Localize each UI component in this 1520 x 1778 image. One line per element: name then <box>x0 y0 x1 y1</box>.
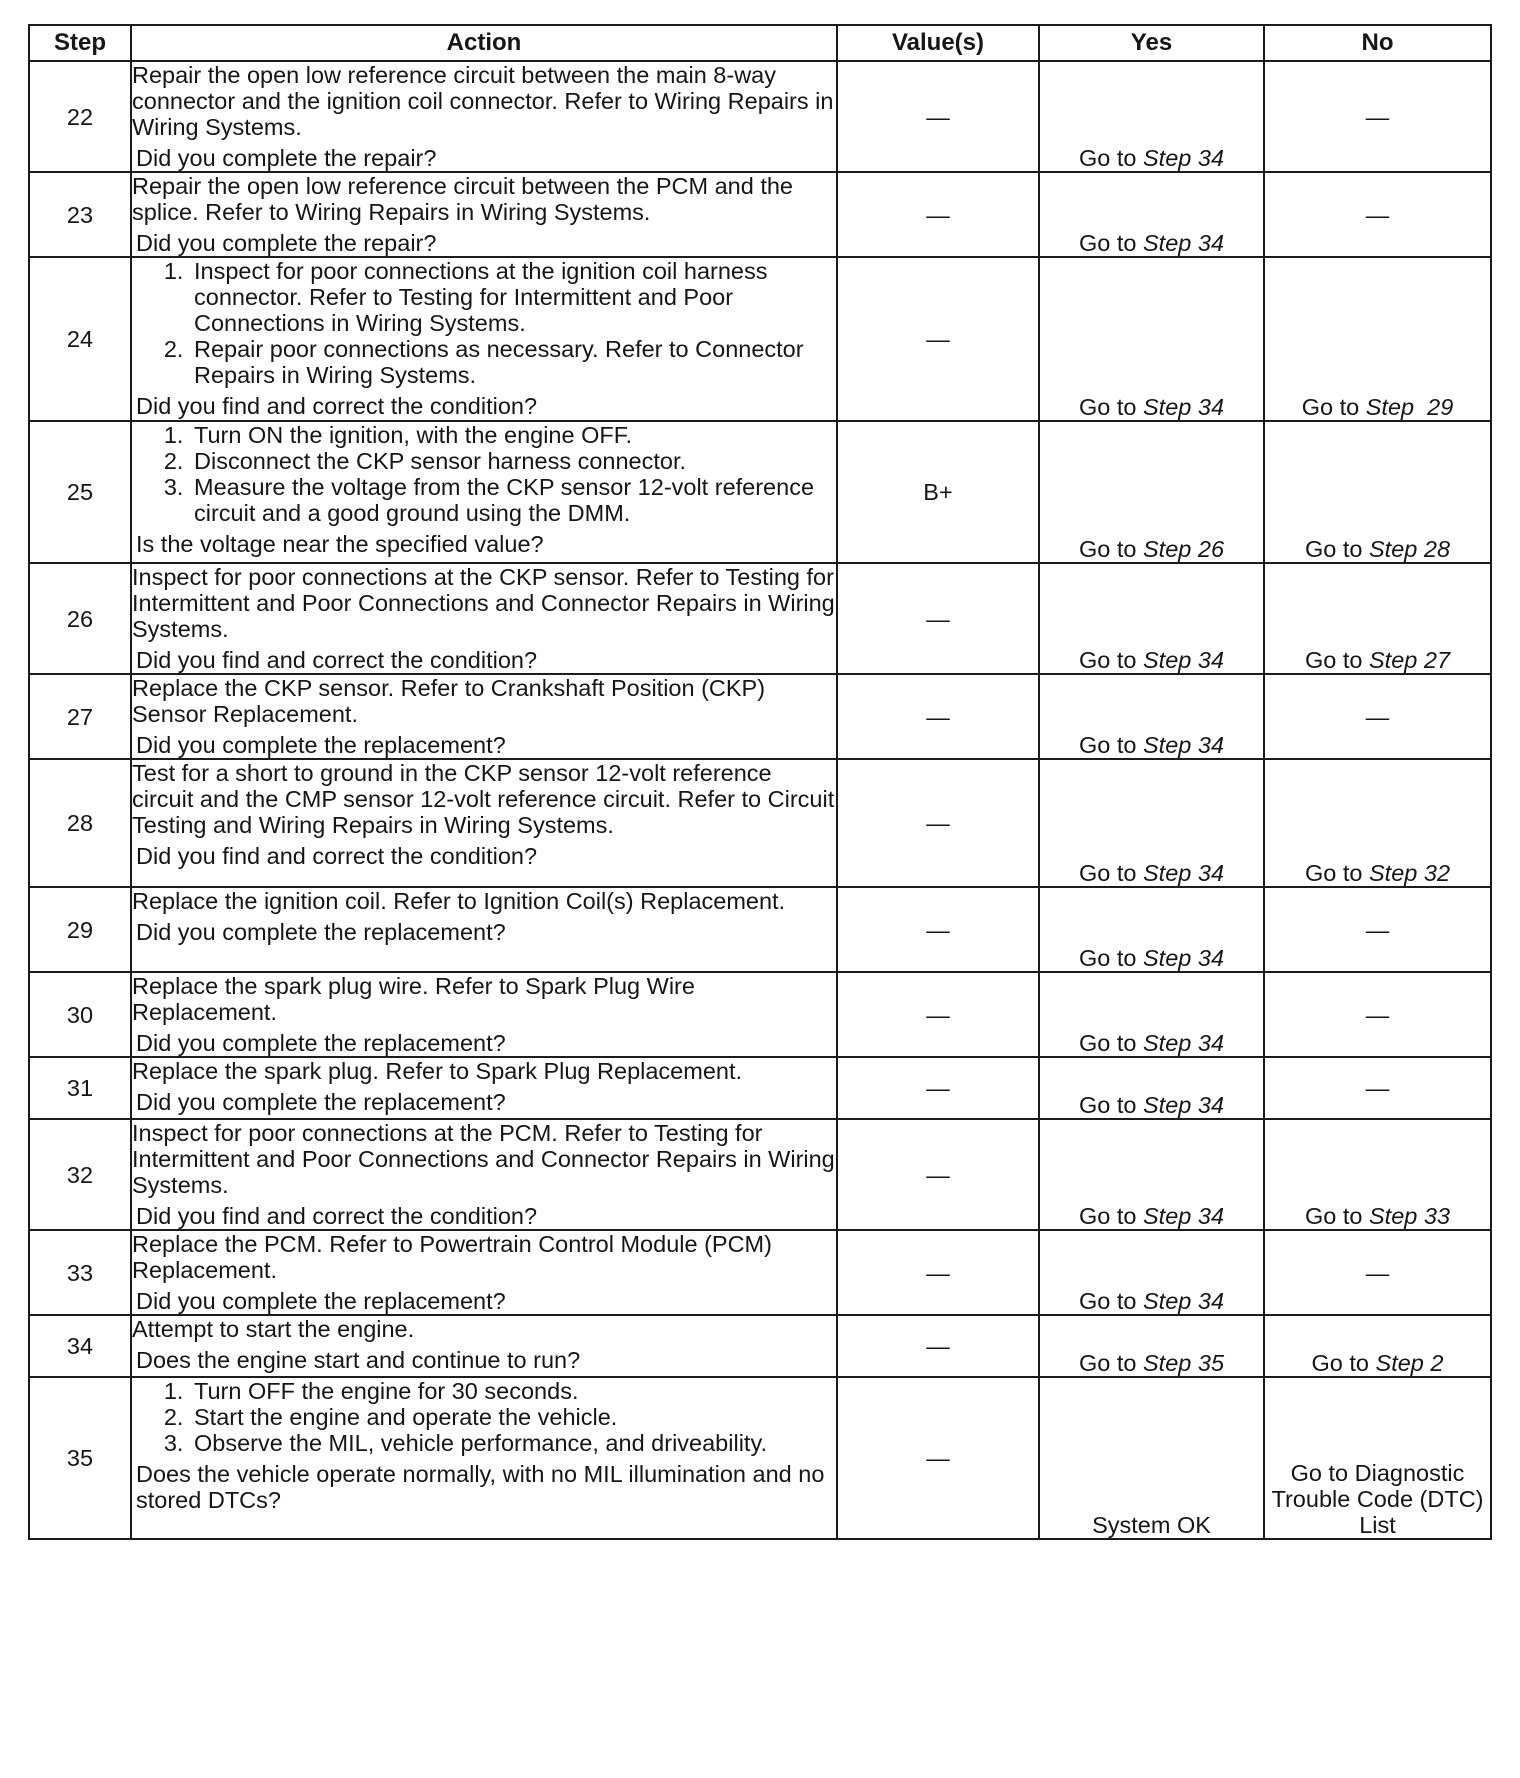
no-goto-step-link: Step 27 <box>1369 647 1451 673</box>
action-cell <box>131 1119 837 1230</box>
step-number: 29 <box>29 887 131 972</box>
yes-goto-prefix: Go to <box>1078 230 1143 256</box>
table-row <box>29 421 1491 563</box>
header-step: Step <box>29 25 131 61</box>
yes-goto-step-link: Step 34 <box>1143 1288 1225 1314</box>
table-row <box>29 759 1491 887</box>
table-row <box>29 887 1491 972</box>
no-result-text: — <box>1365 103 1390 130</box>
yes-result-text: System OK <box>1092 1512 1211 1538</box>
yes-goto-step-link: Step 34 <box>1143 145 1225 171</box>
action-question: Did you find and correct the condition? <box>136 843 538 869</box>
value-cell: — <box>837 1377 1039 1539</box>
no-cell <box>1264 887 1491 972</box>
header-action: Action <box>131 25 837 61</box>
action-description: Test for a short to ground in the CKP sensor 12-volt reference circuit and the CMP sensor 12-volt reference circuit. Refer to Circuit Testing and Wiring Repairs in Wiring Systems. <box>132 760 835 838</box>
no-goto-prefix: Go to <box>1304 647 1369 673</box>
value-cell: — <box>837 172 1039 257</box>
action-description: Attempt to start the engine. <box>132 1316 415 1342</box>
action-cell <box>131 172 837 257</box>
table-row <box>29 1230 1491 1315</box>
step-number: 26 <box>29 563 131 674</box>
action-cell <box>131 563 837 674</box>
no-result-text: — <box>1365 916 1390 943</box>
header-yes: Yes <box>1039 25 1264 61</box>
table-row <box>29 1119 1491 1230</box>
action-question: Did you complete the replacement? <box>136 919 506 945</box>
action-substep: 2. Disconnect the CKP sensor harness connector. <box>190 448 836 474</box>
value-cell: — <box>837 1230 1039 1315</box>
table-row <box>29 674 1491 759</box>
action-cell <box>131 421 837 563</box>
yes-goto-prefix: Go to <box>1078 647 1143 673</box>
action-question: Did you complete the repair? <box>136 145 437 171</box>
action-description: Repair the open low reference circuit between the PCM and the splice. Refer to Wiring Repairs in Wiring Systems. <box>132 173 793 225</box>
yes-goto-prefix: Go to <box>1078 732 1143 758</box>
action-substep: 1. Turn ON the ignition, with the engine OFF. <box>190 422 836 448</box>
yes-cell <box>1039 1230 1264 1315</box>
action-description: Replace the CKP sensor. Refer to Crankshaft Position (CKP) Sensor Replacement. <box>132 675 766 727</box>
yes-cell <box>1039 563 1264 674</box>
yes-cell <box>1039 61 1264 172</box>
no-goto-prefix: Go to <box>1304 536 1369 562</box>
no-goto-prefix: Go to <box>1301 394 1366 420</box>
table-row <box>29 172 1491 257</box>
value-cell: — <box>837 887 1039 972</box>
action-question: Did you find and correct the condition? <box>136 1203 538 1229</box>
yes-goto-step-link: Step 34 <box>1143 860 1225 886</box>
yes-goto-step-link: Step 34 <box>1143 394 1225 420</box>
yes-cell <box>1039 172 1264 257</box>
table-row <box>29 257 1491 421</box>
table-row <box>29 1057 1491 1119</box>
step-number: 28 <box>29 759 131 887</box>
no-goto-step-link: Step 32 <box>1369 860 1451 886</box>
action-question: Did you find and correct the condition? <box>136 393 538 419</box>
no-cell <box>1264 172 1491 257</box>
yes-cell <box>1039 421 1264 563</box>
yes-cell <box>1039 674 1264 759</box>
step-number: 24 <box>29 257 131 421</box>
action-substeps <box>132 1378 836 1456</box>
yes-goto-step-link: Step 35 <box>1143 1350 1225 1376</box>
step-number: 25 <box>29 421 131 563</box>
value-cell: — <box>837 972 1039 1057</box>
no-result-text: — <box>1365 1075 1390 1101</box>
action-description: Replace the PCM. Refer to Powertrain Control Module (PCM) Replacement. <box>132 1231 772 1283</box>
action-question: Did you complete the replacement? <box>136 1288 506 1314</box>
yes-goto-prefix: Go to <box>1078 394 1143 420</box>
header-row <box>29 25 1491 61</box>
table-row <box>29 1315 1491 1377</box>
action-substep: 1. Inspect for poor connections at the ignition coil harness connector. Refer to Testing for Intermittent and Poor Connections in Wiring Systems. <box>190 258 836 336</box>
action-description: Repair the open low reference circuit between the main 8-way connector and the ignition coil connector. Refer to Wiring Repairs in Wiring Systems. <box>132 62 834 140</box>
no-result-text: — <box>1365 1001 1390 1028</box>
no-result-text: — <box>1365 1259 1390 1286</box>
yes-cell <box>1039 257 1264 421</box>
no-cell <box>1264 61 1491 172</box>
action-cell <box>131 972 837 1057</box>
value-cell: — <box>837 1119 1039 1230</box>
action-cell <box>131 759 837 887</box>
no-cell <box>1264 1119 1491 1230</box>
yes-goto-prefix: Go to <box>1078 536 1143 562</box>
no-cell <box>1264 759 1491 887</box>
no-cell <box>1264 1315 1491 1377</box>
no-cell <box>1264 674 1491 759</box>
no-cell <box>1264 421 1491 563</box>
step-number: 23 <box>29 172 131 257</box>
action-question: Does the vehicle operate normally, with no MIL illumination and no stored DTCs? <box>136 1461 825 1513</box>
action-question: Did you complete the replacement? <box>136 732 506 758</box>
yes-goto-prefix: Go to <box>1078 1288 1143 1314</box>
yes-cell <box>1039 1057 1264 1119</box>
step-number: 35 <box>29 1377 131 1539</box>
action-question: Did you complete the repair? <box>136 230 437 256</box>
yes-goto-step-link: Step 34 <box>1143 732 1225 758</box>
header-no: No <box>1264 25 1491 61</box>
action-substep: 2. Start the engine and operate the vehicle. <box>190 1404 836 1430</box>
action-cell <box>131 887 837 972</box>
no-goto-prefix: Go to <box>1304 1203 1369 1229</box>
yes-goto-prefix: Go to <box>1078 860 1143 886</box>
no-result-text: — <box>1365 201 1390 228</box>
action-substep: 2. Repair poor connections as necessary. Refer to Connector Repairs in Wiring Systems. <box>190 336 836 388</box>
action-substep: 3. Measure the voltage from the CKP sensor 12-volt reference circuit and a good ground using the DMM. <box>190 474 836 526</box>
no-cell <box>1264 563 1491 674</box>
no-result-text: Go to Diagnostic Trouble Code (DTC) List <box>1271 1460 1484 1538</box>
no-cell <box>1264 1057 1491 1119</box>
yes-goto-step-link: Step 34 <box>1143 1030 1225 1056</box>
yes-cell <box>1039 1119 1264 1230</box>
step-number: 27 <box>29 674 131 759</box>
no-goto-prefix: Go to <box>1311 1350 1376 1376</box>
no-goto-step-link: Step 33 <box>1369 1203 1451 1229</box>
yes-goto-step-link: Step 34 <box>1143 1092 1225 1118</box>
diagnostic-steps-table <box>28 24 1492 1540</box>
no-goto-prefix: Go to <box>1304 860 1369 886</box>
action-substep: 3. Observe the MIL, vehicle performance, and driveability. <box>190 1430 836 1456</box>
no-cell <box>1264 257 1491 421</box>
no-cell <box>1264 1377 1491 1539</box>
action-cell <box>131 1315 837 1377</box>
action-cell <box>131 257 837 421</box>
value-cell: — <box>837 1057 1039 1119</box>
yes-goto-prefix: Go to <box>1078 1030 1143 1056</box>
step-number: 34 <box>29 1315 131 1377</box>
yes-goto-step-link: Step 34 <box>1143 1203 1225 1229</box>
no-cell <box>1264 972 1491 1057</box>
no-goto-step-link: Step 2 <box>1375 1350 1444 1376</box>
action-question: Does the engine start and continue to run? <box>136 1347 581 1373</box>
yes-goto-prefix: Go to <box>1078 145 1143 171</box>
yes-goto-prefix: Go to <box>1078 1203 1143 1229</box>
no-result-text: — <box>1365 703 1390 730</box>
yes-goto-prefix: Go to <box>1078 1092 1143 1118</box>
value-cell: — <box>837 674 1039 759</box>
yes-cell <box>1039 1377 1264 1539</box>
yes-cell <box>1039 1315 1264 1377</box>
action-substep: 1. Turn OFF the engine for 30 seconds. <box>190 1378 836 1404</box>
step-number: 22 <box>29 61 131 172</box>
header-values: Value(s) <box>837 25 1039 61</box>
value-cell: — <box>837 257 1039 421</box>
no-goto-step-link: Step 29 <box>1365 394 1454 420</box>
table-row <box>29 563 1491 674</box>
table-body <box>29 61 1491 1539</box>
yes-goto-prefix: Go to <box>1078 945 1143 971</box>
step-number: 31 <box>29 1057 131 1119</box>
yes-cell <box>1039 887 1264 972</box>
no-cell <box>1264 1230 1491 1315</box>
action-substeps <box>132 258 836 388</box>
action-description: Inspect for poor connections at the PCM. Refer to Testing for Intermittent and Poor Connections and Connector Repairs in Wiring Systems. <box>132 1120 835 1198</box>
step-number: 30 <box>29 972 131 1057</box>
action-substeps <box>132 422 836 526</box>
table-row <box>29 972 1491 1057</box>
action-cell <box>131 1230 837 1315</box>
action-cell <box>131 1057 837 1119</box>
value-cell: — <box>837 61 1039 172</box>
action-question: Did you complete the replacement? <box>136 1089 506 1115</box>
value-cell: — <box>837 759 1039 887</box>
yes-goto-step-link: Step 34 <box>1143 945 1225 971</box>
action-question: Did you complete the replacement? <box>136 1030 506 1056</box>
diagnostic-table-page <box>28 24 1490 1540</box>
action-question: Is the voltage near the specified value? <box>136 531 544 557</box>
value-cell: — <box>837 563 1039 674</box>
action-description: Replace the spark plug wire. Refer to Spark Plug Wire Replacement. <box>132 973 695 1025</box>
table-row <box>29 1377 1491 1539</box>
action-cell <box>131 1377 837 1539</box>
no-goto-step-link: Step 28 <box>1369 536 1451 562</box>
yes-cell <box>1039 972 1264 1057</box>
table-row <box>29 61 1491 172</box>
step-number: 33 <box>29 1230 131 1315</box>
step-number: 32 <box>29 1119 131 1230</box>
value-cell: B+ <box>837 421 1039 563</box>
yes-goto-step-link: Step 26 <box>1143 536 1225 562</box>
action-description: Replace the spark plug. Refer to Spark Plug Replacement. <box>132 1058 743 1084</box>
yes-goto-step-link: Step 34 <box>1143 647 1225 673</box>
yes-goto-step-link: Step 34 <box>1143 230 1225 256</box>
action-cell <box>131 674 837 759</box>
action-description: Inspect for poor connections at the CKP sensor. Refer to Testing for Intermittent and Poor Connections and Connector Repairs in Wiring Systems. <box>132 564 835 642</box>
value-cell: — <box>837 1315 1039 1377</box>
action-description: Replace the ignition coil. Refer to Ignition Coil(s) Replacement. <box>132 888 786 914</box>
action-question: Did you find and correct the condition? <box>136 647 538 673</box>
yes-goto-prefix: Go to <box>1078 1350 1143 1376</box>
action-cell <box>131 61 837 172</box>
yes-cell <box>1039 759 1264 887</box>
